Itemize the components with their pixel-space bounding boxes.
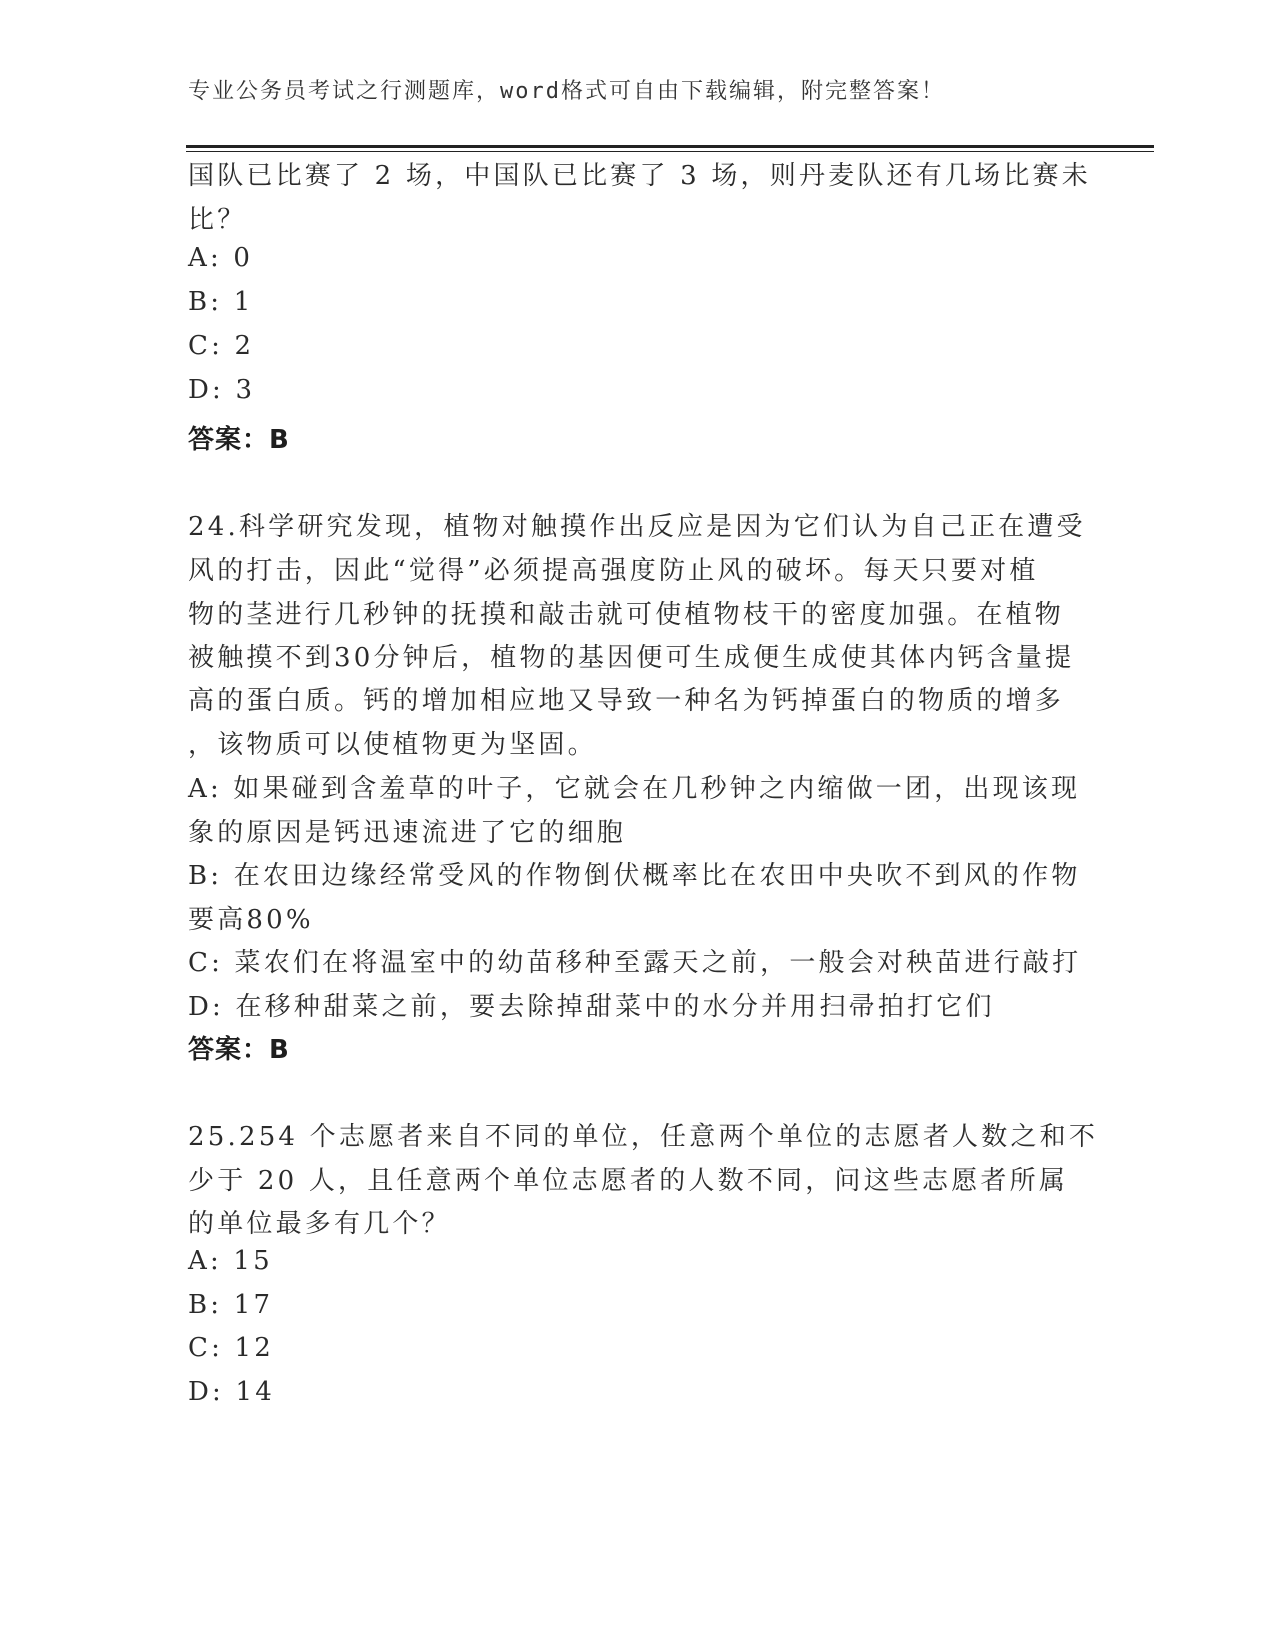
q23-option-d: D: 3 bbox=[188, 375, 256, 405]
q25-option-c: C: 12 bbox=[188, 1333, 275, 1363]
page-header: 专业公务员考试之行测题库，word格式可自由下载编辑，附完整答案！ bbox=[188, 79, 945, 104]
q25-option-d: D: 14 bbox=[188, 1377, 275, 1407]
header-rule-thin bbox=[186, 151, 1154, 152]
q25-stem-line-1: 25.254 个志愿者来自不同的单位，任意两个单位的志愿者人数之和不 bbox=[188, 1122, 1099, 1152]
q23-option-b: B: 1 bbox=[188, 287, 254, 317]
q24-option-b-line-2: 要高80% bbox=[188, 905, 314, 935]
q24-stem-line-2: 风的打击，因此“觉得”必须提高强度防止风的破坏。每天只要对植 bbox=[188, 556, 1039, 586]
q24-stem-line-5: 高的蛋白质。钙的增加相应地又导致一种名为钙掉蛋白的物质的增多 bbox=[188, 686, 1065, 716]
q24-option-a-line-1: A: 如果碰到含羞草的叶子，它就会在几秒钟之内缩做一团，出现该现 bbox=[188, 774, 1081, 804]
q24-stem-line-4: 被触摸不到30分钟后，植物的基因便可生成便生成使其体内钙含量提 bbox=[188, 643, 1075, 673]
q25-option-a: A: 15 bbox=[188, 1246, 273, 1276]
q24-stem-line-6: ，该物质可以使植物更为坚固。 bbox=[188, 730, 597, 760]
q25-option-b: B: 17 bbox=[188, 1290, 274, 1320]
q23-option-c: C: 2 bbox=[188, 331, 255, 361]
q24-stem-line-3: 物的茎进行几秒钟的抚摸和敲击就可使植物枝干的密度加强。在植物 bbox=[188, 600, 1065, 630]
q24-option-d: D: 在移种甜菜之前，要去除掉甜菜中的水分并用扫帚拍打它们 bbox=[188, 992, 995, 1022]
q23-option-a: A: 0 bbox=[188, 243, 254, 273]
header-rule-thick bbox=[186, 145, 1154, 148]
q23-stem-line-1: 国队已比赛了 2 场，中国队已比赛了 3 场，则丹麦队还有几场比赛未 bbox=[188, 161, 1091, 191]
q24-answer: 答案：B bbox=[188, 1035, 290, 1065]
q24-option-b-line-1: B: 在农田边缘经常受风的作物倒伏概率比在农田中央吹不到风的作物 bbox=[188, 861, 1081, 891]
q25-stem-line-2: 少于 20 人，且任意两个单位志愿者的人数不同，问这些志愿者所属 bbox=[188, 1166, 1069, 1196]
q25-stem-line-3: 的单位最多有几个？ bbox=[188, 1209, 451, 1239]
q24-option-a-line-2: 象的原因是钙迅速流进了它的细胞 bbox=[188, 818, 627, 848]
q24-option-c: C: 菜农们在将温室中的幼苗移种至露天之前，一般会对秧苗进行敲打 bbox=[188, 948, 1082, 978]
q23-answer: 答案：B bbox=[188, 425, 290, 455]
q23-stem-line-2: 比？ bbox=[188, 205, 247, 235]
q24-stem-line-1: 24.科学研究发现，植物对触摸作出反应是因为它们认为自己正在遭受 bbox=[188, 512, 1086, 542]
